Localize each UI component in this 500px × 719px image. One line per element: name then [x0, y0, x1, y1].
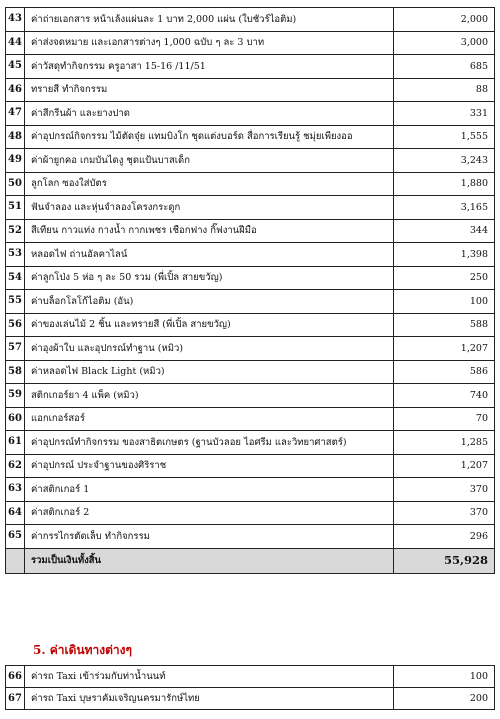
expense-table — [5, 7, 495, 574]
row-amount: 588 — [394, 313, 495, 337]
row-description: แอกเกอร์สอร์ — [25, 407, 394, 431]
row-amount: 100 — [394, 290, 495, 314]
row-description: สติกเกอร์ยา 4 แพ็ค (หมิว) — [25, 384, 394, 408]
row-number: 57 — [6, 337, 25, 361]
row-description: ค่ารถ Taxi บุษราคัมเจริญนครมารักษ์ไทย — [25, 688, 394, 710]
table-row — [6, 78, 495, 102]
table-row — [6, 501, 495, 525]
row-description: สีเทียน กาวแท่ง กางน้ำ กากเพชร เชือกฟาง กิ๊ฟงานฝีมือ — [25, 219, 394, 243]
row-description: ค่าของเล่นไม้ 2 ชิ้น และทรายสี (พี่เปิ้ล สายขวัญ) — [25, 313, 394, 337]
row-amount: 331 — [394, 102, 495, 126]
row-amount: 1,398 — [394, 243, 495, 267]
row-description: ค่ากรรไกรตัดเล็บ ทำกิจกรรม — [25, 525, 394, 549]
table-row — [6, 55, 495, 79]
row-description: ค่าลูกโป่ง 5 ห่อ ๆ ละ 50 รวม (พี่เปิ้ล สายขวัญ) — [25, 266, 394, 290]
row-description: ค่าถ่ายเอกสาร หน้าเล้งแผ่นละ 1 บาท 2,000 แผ่น (ใบชัวร์ไอติม) — [25, 8, 394, 32]
table-row — [6, 525, 495, 549]
row-description: ลูกโลก ซองใส่บัตร — [25, 172, 394, 196]
section-heading: 5. ค่าเดินทางต่างๆ — [33, 643, 132, 657]
table-row — [6, 688, 495, 710]
row-amount: 1,207 — [394, 337, 495, 361]
row-number: 52 — [6, 219, 25, 243]
row-number: 43 — [6, 8, 25, 32]
row-amount: 250 — [394, 266, 495, 290]
row-amount: 296 — [394, 525, 495, 549]
table-row — [6, 454, 495, 478]
row-number: 56 — [6, 313, 25, 337]
table-row — [6, 172, 495, 196]
row-description: ค่ารถ Taxi เข้าร่วมกับท่าน้ำนนท์ — [25, 666, 394, 688]
row-description: ค่าสีกรีนผ้า และยางปาด — [25, 102, 394, 126]
row-number: 47 — [6, 102, 25, 126]
row-description: ฟันจำลอง และหุ่นจำลองโครงกระดูก — [25, 196, 394, 220]
row-number: 51 — [6, 196, 25, 220]
row-number: 45 — [6, 55, 25, 79]
row-amount: 586 — [394, 360, 495, 384]
total-amount: 55,928 — [394, 548, 495, 573]
row-number: 65 — [6, 525, 25, 549]
row-amount: 370 — [394, 478, 495, 502]
row-amount: 88 — [394, 78, 495, 102]
row-number: 64 — [6, 501, 25, 525]
table-row — [6, 666, 495, 688]
row-amount: 740 — [394, 384, 495, 408]
row-number: 63 — [6, 478, 25, 502]
row-amount: 370 — [394, 501, 495, 525]
row-description: ค่าบล็อกโลโก้ไอติม (อัน) — [25, 290, 394, 314]
row-number: 66 — [6, 666, 25, 688]
row-number: 59 — [6, 384, 25, 408]
row-amount: 3,243 — [394, 149, 495, 173]
travel-expense-table — [5, 665, 495, 710]
row-number: 67 — [6, 688, 25, 710]
total-row — [6, 548, 495, 573]
row-number: 44 — [6, 31, 25, 55]
row-description: ค่าอุงผ้าใบ และอุปกรณ์ทำฐาน (หมิว) — [25, 337, 394, 361]
row-number: 58 — [6, 360, 25, 384]
row-number: 55 — [6, 290, 25, 314]
row-amount: 200 — [394, 688, 495, 710]
row-description: ทรายสี ทำกิจกรรม — [25, 78, 394, 102]
row-description: ค่าอุปกรณ์ ประจำฐานของศิริราช — [25, 454, 394, 478]
table-row — [6, 431, 495, 455]
row-description: ค่าวัสดุทำกิจกรรม ครูอาสา 15-16 /11/51 — [25, 55, 394, 79]
row-amount: 685 — [394, 55, 495, 79]
row-amount: 1,285 — [394, 431, 495, 455]
table-row — [6, 125, 495, 149]
row-number: 61 — [6, 431, 25, 455]
table-row — [6, 196, 495, 220]
row-description: ค่าสติกเกอร์ 1 — [25, 478, 394, 502]
row-number: 54 — [6, 266, 25, 290]
table-row — [6, 243, 495, 267]
table-row — [6, 290, 495, 314]
table-row — [6, 8, 495, 32]
row-amount: 1,880 — [394, 172, 495, 196]
table-row — [6, 313, 495, 337]
row-description: ค่าอุปกรณ์กิจกรรม ไม้ตัดจุ๋ย แทมบิงโก ชุดแต่งบอร์ด สื่อการเรียนรู้ ชมุ่ยเพียงออ — [25, 125, 394, 149]
row-number: 62 — [6, 454, 25, 478]
table-row — [6, 384, 495, 408]
row-amount: 3,000 — [394, 31, 495, 55]
table-row — [6, 266, 495, 290]
travel-expense-table-body — [6, 666, 495, 710]
row-amount: 1,207 — [394, 454, 495, 478]
row-number: 50 — [6, 172, 25, 196]
row-amount: 344 — [394, 219, 495, 243]
total-label: รวมเป็นเงินทั้งสิ้น — [25, 548, 394, 573]
expense-table-body — [6, 8, 495, 549]
row-amount: 1,555 — [394, 125, 495, 149]
row-description: ค่าส่งจดหมาย และเอกสารต่างๆ 1,000 ฉบับ ๆ ละ 3 บาท — [25, 31, 394, 55]
table-row — [6, 31, 495, 55]
table-row — [6, 149, 495, 173]
table-row — [6, 337, 495, 361]
row-description: ค่าหลอดไฟ Black Light (หมิว) — [25, 360, 394, 384]
table-row — [6, 102, 495, 126]
row-description: หลอดไฟ ถ่านอัลคาไลน์ — [25, 243, 394, 267]
row-amount: 3,165 — [394, 196, 495, 220]
row-number: 46 — [6, 78, 25, 102]
row-number: 60 — [6, 407, 25, 431]
total-number-cell — [6, 548, 25, 573]
row-description: ค่าสติกเกอร์ 2 — [25, 501, 394, 525]
row-number: 48 — [6, 125, 25, 149]
row-description: ค่าผ้ายูกคอ เกมบันไดงู ชุดแป้นบาสเด็ก — [25, 149, 394, 173]
row-number: 49 — [6, 149, 25, 173]
row-number: 53 — [6, 243, 25, 267]
row-description: ค่าอุปกรณ์ทำกิจกรรม ของสาธิตเกษตร (ฐานบัวลอย ไอศรีม และวิทยาศาสตร์) — [25, 431, 394, 455]
row-amount: 70 — [394, 407, 495, 431]
table-row — [6, 478, 495, 502]
row-amount: 2,000 — [394, 8, 495, 32]
table-row — [6, 219, 495, 243]
table-row — [6, 360, 495, 384]
table-row — [6, 407, 495, 431]
row-amount: 100 — [394, 666, 495, 688]
